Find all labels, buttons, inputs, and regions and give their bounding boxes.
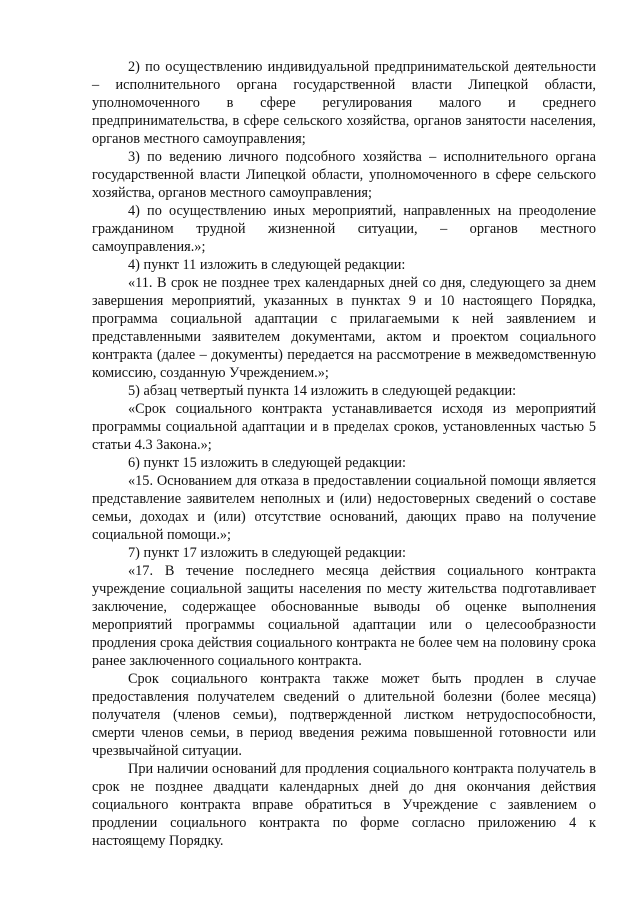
paragraph-item-4-other-activities: 4) по осуществлению иных мероприятий, направленных на преодоление гражданином трудной жизненной ситуации, – органов местного самоуправления.»;: [92, 203, 596, 255]
paragraph-item-2-entrepreneurship: 2) по осуществлению индивидуальной предпринимательской деятельности – исполнительного органа государственной власти Липецкой области, уполномоченного в сфере регулирования малого и среднего предпринимательства, в сфере сельского хозяйства, органов занятости населения, органов местного самоуправления;: [92, 59, 596, 147]
paragraph-amend-point-17: 7) пункт 17 изложить в следующей редакции:: [128, 545, 406, 561]
paragraph-point-15-text: «15. Основанием для отказа в предоставлении социальной помощи является представление заявителем неполных и (или) недостоверных сведений о составе семьи, доходах и (или) отсутствие оснований, дающих право на получение социальной помощи.»;: [92, 473, 596, 543]
paragraph-contract-extension: Срок социального контракта также может быть продлен в случае предоставления получателем сведений о длительной болезни (более месяца) получателя (членов семьи), подтвержденной листком нетрудоспособности, смерти членов семьи, в период введения режима повышенной готовности или чрезвычайной ситуации.: [92, 671, 596, 759]
paragraph-amend-point-11: 4) пункт 11 изложить в следующей редакции:: [128, 257, 406, 273]
paragraph-item-3-subsidiary-farming: 3) по ведению личного подсобного хозяйства – исполнительного органа государственной власти Липецкой области, уполномоченного в сфере сельского хозяйства, органов местного самоуправления;: [92, 149, 596, 201]
document-body: [92, 58, 596, 850]
paragraph-point-14-text: «Срок социального контракта устанавливается исходя из мероприятий программы социальной адаптации и в пределах сроков, установленных частью 5 статьи 4.3 Закона.»;: [92, 401, 596, 453]
paragraph-point-11-text: «11. В срок не позднее трех календарных дней со дня, следующего за днем завершения мероприятий, указанных в пунктах 9 и 10 настоящего Порядка, программа социальной адаптации с прилагаемыми к ней заявлением и представленными заявителем документами, актом и проектом социального контракта (далее – документы) передается на рассмотрение в межведомственную комиссию, созданную Учреждением.»;: [92, 275, 596, 381]
paragraph-amend-point-15: 6) пункт 15 изложить в следующей редакции:: [128, 455, 406, 471]
paragraph-amend-point-14: 5) абзац четвертый пункта 14 изложить в следующей редакции:: [128, 383, 517, 399]
paragraph-extension-grounds: При наличии оснований для продления социального контракта получатель в срок не позднее двадцати календарных дней до дня окончания действия социального контракта вправе обратиться в Учреждение с заявлением о продлении социального контракта по форме согласно приложению 4 к настоящему Порядку.: [92, 761, 596, 849]
paragraph-point-17-text: «17. В течение последнего месяца действия социального контракта учреждение социальной защиты населения по месту жительства подготавливает заключение, содержащее обоснованные выводы об оценке выполнения мероприятий программы социальной адаптации или о целесообразности продления срока действия социального контракта не более чем на половину срока ранее заключенного социального контракта.: [92, 563, 596, 669]
